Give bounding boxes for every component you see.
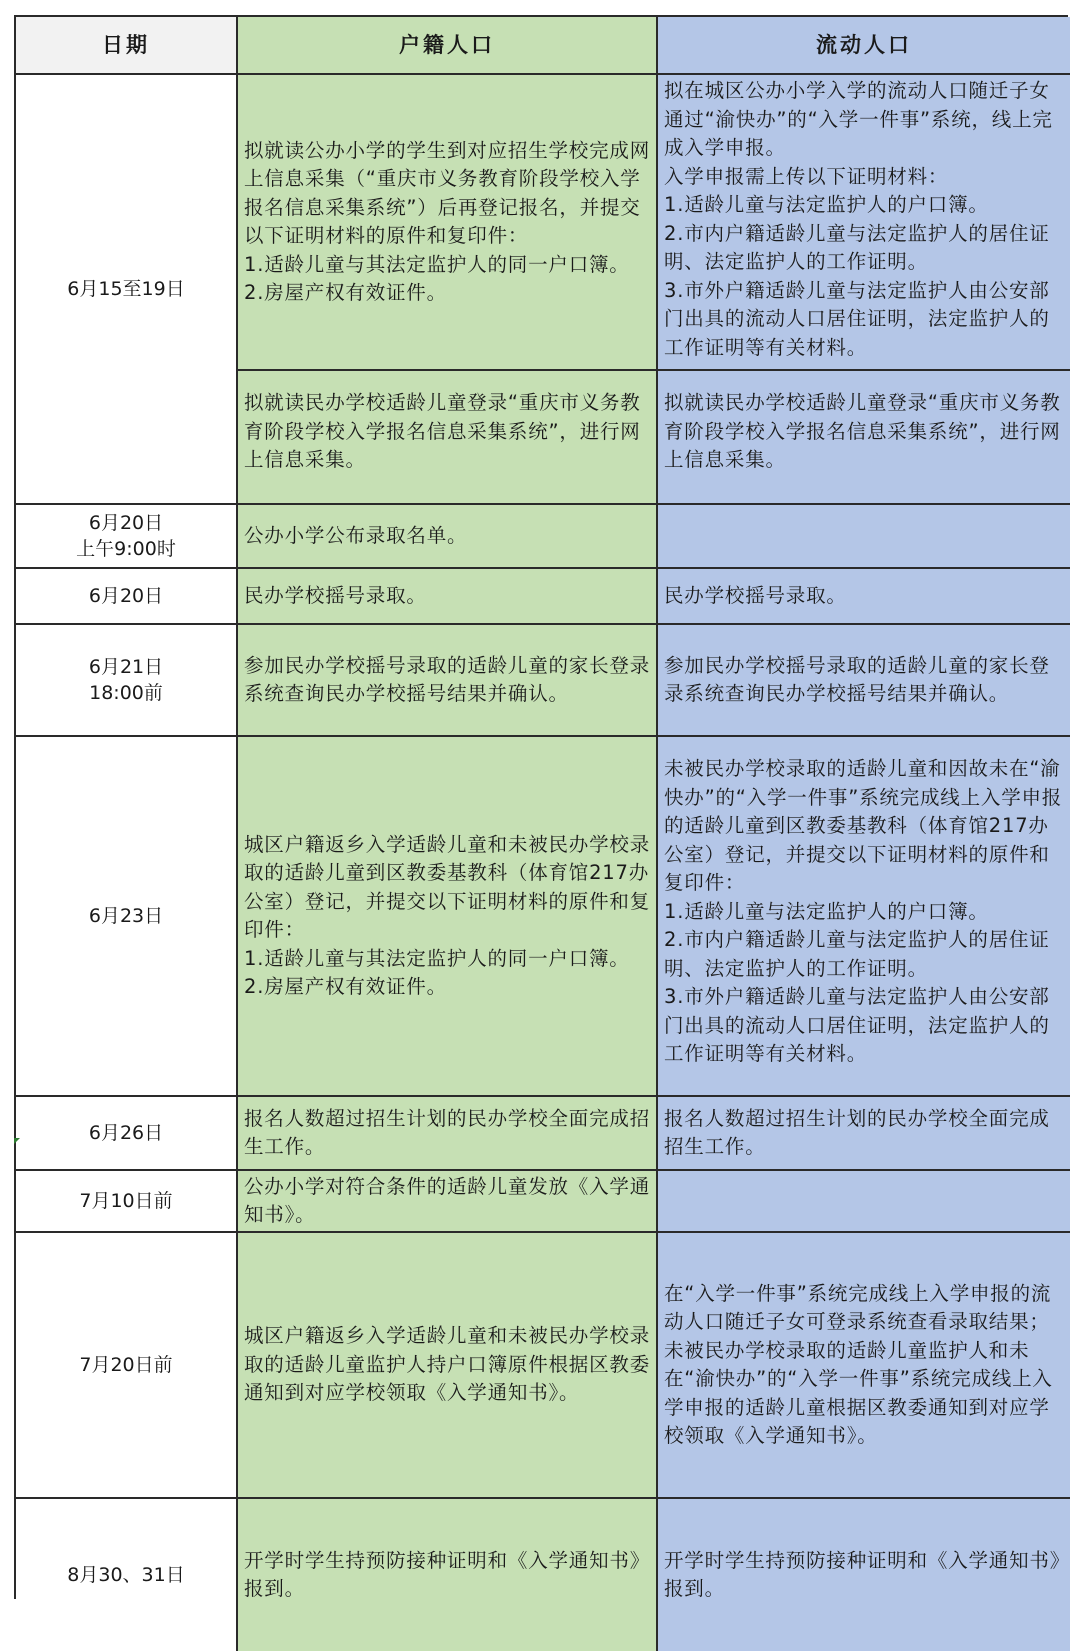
date-text: 7月10日前 — [79, 1190, 173, 1212]
date-text: 6月20日 上午9:00时 — [76, 512, 176, 560]
migrant-cell — [658, 1097, 1070, 1171]
migrant-text: 在“入学一件事”系统完成线上入学申报的流动人口随迁子女可登录系统查看录取结果；未被民办学校录取的适龄儿童监护人和未在“渝快办”的“入学一件事”系统完成线上入学申报的适龄儿童根据区教委通知到对应学校领取《入学通知书》。 — [664, 1281, 1053, 1447]
date-cell — [16, 625, 238, 737]
resident-cell — [238, 75, 658, 371]
resident-cell — [238, 1233, 658, 1499]
date-cell — [16, 737, 238, 1097]
resident-cell — [238, 737, 658, 1097]
date-cell — [16, 1097, 238, 1171]
migrant-cell-empty — [658, 1171, 1070, 1233]
date-text: 6月20日 — [88, 585, 164, 607]
header-date: 日期 — [16, 17, 238, 75]
date-cell — [16, 1499, 238, 1651]
date-text: 6月15至19日 — [67, 278, 185, 300]
resident-cell — [238, 1499, 658, 1651]
date-text: 6月23日 — [88, 905, 164, 927]
cell-comment-marker — [14, 1138, 20, 1144]
migrant-text: 报名人数超过招生计划的民办学校全面完成招生工作。 — [664, 1106, 1050, 1158]
date-cell — [16, 505, 238, 569]
resident-text: 报名人数超过招生计划的民办学校全面完成招生工作。 — [244, 1106, 651, 1158]
migrant-cell — [658, 625, 1070, 737]
resident-text: 拟就读公办小学的学生到对应招生学校完成网上信息采集（“重庆市义务教育阶段学校入学报名信息采集系统”）后再登记报名，并提交以下证明材料的原件和复印件： 1.适龄儿童与其法定监护人的同一户口簿。 2.房屋产权有效证件。 — [244, 138, 651, 304]
date-text: 6月26日 — [88, 1122, 164, 1144]
resident-text: 公办小学对符合条件的适龄儿童发放《入学通知书》。 — [244, 1174, 651, 1226]
migrant-cell — [658, 75, 1070, 371]
header-migrant: 流动人口 — [658, 17, 1070, 75]
date-text: 7月20日前 — [79, 1354, 173, 1376]
resident-cell — [238, 505, 658, 569]
migrant-text: 开学时学生持预防接种证明和《入学通知书》报到。 — [664, 1548, 1061, 1600]
resident-text: 民办学校摇号录取。 — [244, 583, 427, 607]
resident-text: 开学时学生持预防接种证明和《入学通知书》报到。 — [244, 1548, 651, 1600]
migrant-text: 民办学校摇号录取。 — [664, 583, 847, 607]
migrant-cell — [658, 1499, 1070, 1651]
date-cell — [16, 1233, 238, 1499]
enrollment-schedule-table — [14, 15, 1068, 1599]
resident-text: 公办小学公布录取名单。 — [244, 523, 468, 547]
date-text: 8月30、31日 — [67, 1564, 185, 1586]
date-text: 6月21日 18:00前 — [88, 656, 164, 704]
migrant-cell — [658, 737, 1070, 1097]
resident-cell — [238, 1097, 658, 1171]
resident-cell — [238, 1171, 658, 1233]
resident-text: 参加民办学校摇号录取的适龄儿童的家长登录系统查询民办学校摇号结果并确认。 — [244, 653, 651, 705]
migrant-text: 参加民办学校摇号录取的适龄儿童的家长登录系统查询民办学校摇号结果并确认。 — [664, 653, 1050, 705]
resident-cell — [238, 625, 658, 737]
migrant-cell — [658, 371, 1070, 505]
migrant-text: 拟就读民办学校适龄儿童登录“重庆市义务教育阶段学校入学报名信息采集系统”，进行网上信息采集。 — [664, 391, 1061, 471]
resident-cell — [238, 371, 658, 505]
header-resident: 户籍人口 — [238, 17, 658, 75]
migrant-text: 拟在城区公办小学入学的流动人口随迁子女通过“渝快办”的“入学一件事”系统，线上完成入学申报。 入学申报需上传以下证明材料： 1.适龄儿童与法定监护人的户口簿。 2.市内户籍适龄儿童与法定监护人的居住证明、法定监护人的工作证明。 3.市外户籍适龄儿童与法定监护人由公安部门出具的流动人口居住证明，法定监护人的工作证明等有关材料。 — [664, 79, 1053, 359]
resident-text: 拟就读民办学校适龄儿童登录“重庆市义务教育阶段学校入学报名信息采集系统”，进行网上信息采集。 — [244, 391, 641, 471]
migrant-cell — [658, 1233, 1070, 1499]
date-cell — [16, 75, 238, 505]
migrant-text: 未被民办学校录取的适龄儿童和因故未在“渝快办”的“入学一件事”系统完成线上入学申报的适龄儿童到区教委基教科（体育馆217办公室）登记，并提交以下证明材料的原件和复印件： 1.适龄儿童与法定监护人的户口簿。 2.市内户籍适龄儿童与法定监护人的居住证明、法定监护人的工作证明。 3.市外户籍适龄儿童与法定监护人由公安部门出具的流动人口居住证明，法定监护人的工作证明等有关材料。 — [664, 757, 1063, 1065]
resident-text: 城区户籍返乡入学适龄儿童和未被民办学校录取的适龄儿童到区教委基教科（体育馆217办公室）登记，并提交以下证明材料的原件和复印件： 1.适龄儿童与其法定监护人的同一户口簿。 2.房屋产权有效证件。 — [244, 832, 651, 998]
resident-cell — [238, 569, 658, 625]
date-cell — [16, 1171, 238, 1233]
resident-text: 城区户籍返乡入学适龄儿童和未被民办学校录取的适龄儿童监护人持户口簿原件根据区教委通知到对应学校领取《入学通知书》。 — [244, 1324, 651, 1405]
date-cell — [16, 569, 238, 625]
migrant-cell — [658, 569, 1070, 625]
migrant-cell-empty — [658, 505, 1070, 569]
